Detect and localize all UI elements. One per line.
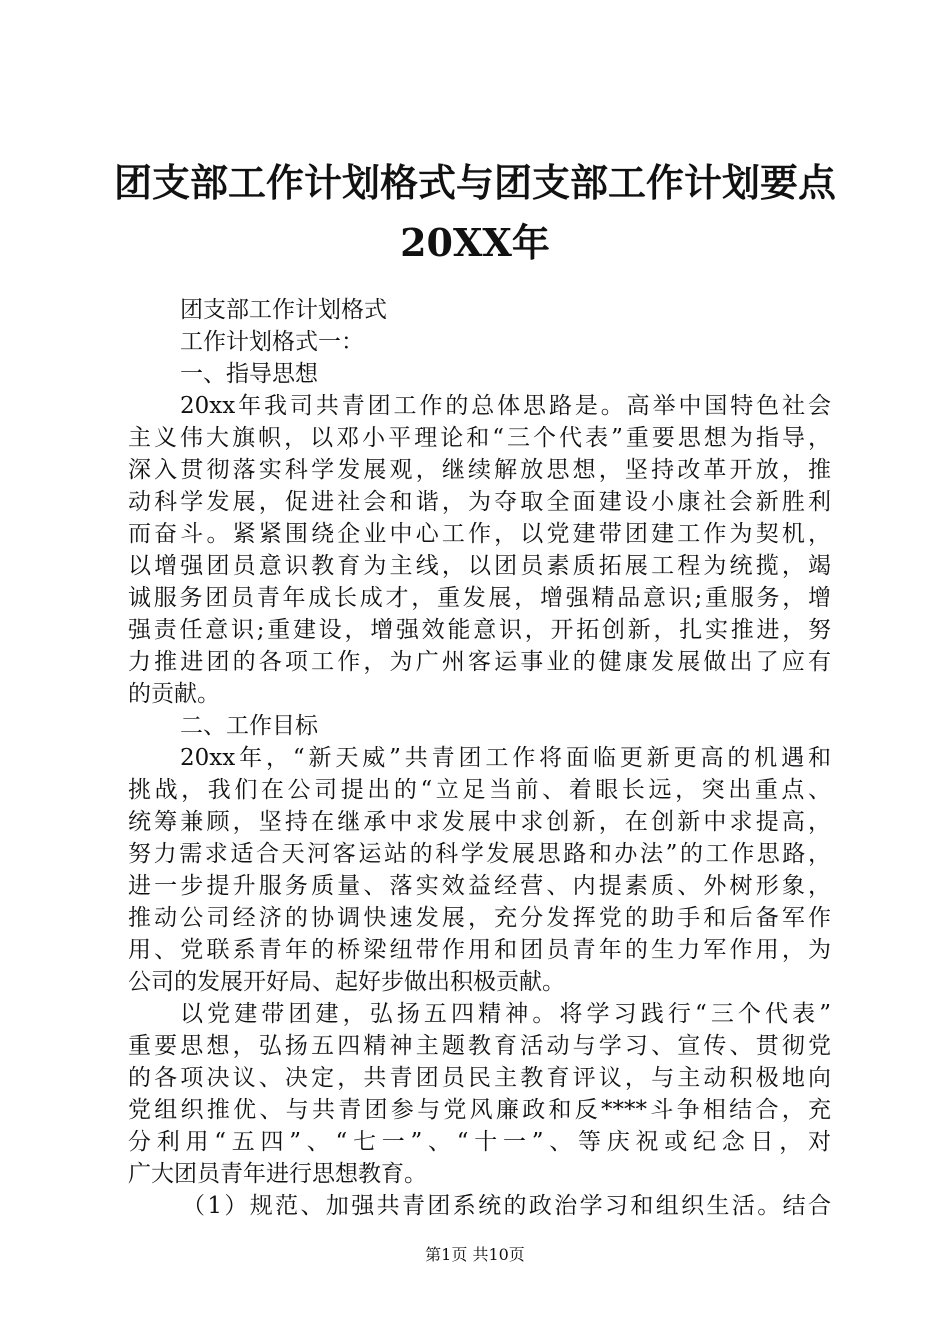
document-title: 团支部工作计划格式与团支部工作计划要点 (113, 160, 836, 205)
paragraph-line: 统筹兼顾，坚持在继承中求发展中求创新，在创新中求提高， (128, 809, 831, 835)
paragraph-line: 的各项决议、决定，共青团员民主教育评议，与主动积极地向 (128, 1065, 831, 1091)
subsection-heading: 工作计划格式一： (180, 329, 364, 355)
paragraph-line: 挑战，我们在公司提出的“立足当前、着眼长远，突出重点、 (128, 777, 831, 803)
paragraph-line: 动科学发展，促进社会和谐，为夺取全面建设小康社会新胜利 (128, 489, 831, 515)
paragraph-line: 20xx年我司共青团工作的总体思路是。高举中国特色社会 (180, 393, 831, 419)
paragraph-line: 诚服务团员青年成长成才，重发展，增强精品意识;重服务，增 (128, 585, 831, 611)
paragraph-line: 而奋斗。紧紧围绕企业中心工作，以党建带团建工作为契机， (128, 521, 831, 547)
page-number-footer: 第1页 共10页 (425, 1245, 525, 1264)
paragraph-line: 强责任意识;重建设，增强效能意识，开拓创新，扎实推进，努 (128, 617, 831, 643)
paragraph-line: 深入贯彻落实科学发展观，继续解放思想，坚持改革开放，推 (128, 457, 831, 483)
paragraph-line: 进一步提升服务质量、落实效益经营、内提素质、外树形象， (128, 873, 831, 899)
paragraph-line: 广大团员青年进行思想教育。 (128, 1161, 427, 1187)
paragraph-line: 以党建带团建，弘扬五四精神。将学习践行“三个代表” (180, 1001, 831, 1027)
paragraph-line: 重要思想，弘扬五四精神主题教育活动与学习、宣传、贯彻党 (128, 1033, 831, 1059)
paragraph-line: 的贡献。 (128, 681, 220, 707)
paragraph-line: 推动公司经济的协调快速发展，充分发挥党的助手和后备军作 (128, 905, 831, 931)
paragraph-line: 努力需求适合天河客运站的科学发展思路和办法”的工作思路， (128, 841, 831, 867)
paragraph-line: 力推进团的各项工作，为广州客运事业的健康发展做出了应有 (128, 649, 831, 675)
document-body (128, 294, 831, 1222)
paragraph-line: 20xx年，“新天威”共青团工作将面临更新更高的机遇和 (180, 745, 831, 771)
paragraph-line: 用、党联系青年的桥梁纽带作用和团员青年的生力军作用，为 (128, 937, 831, 963)
section-heading: 团支部工作计划格式 (180, 297, 387, 323)
paragraph-line: 以增强团员意识教育为主线，以团员素质拓展工程为统揽，竭 (128, 553, 831, 579)
paragraph-line: 分利用“五四”、“七一”、“十一”、等庆祝或纪念日，对 (128, 1129, 831, 1155)
section-heading-work-goals: 二、工作目标 (180, 713, 318, 739)
section-heading-guiding-ideology: 一、指导思想 (180, 361, 318, 387)
paragraph-line: （1）规范、加强共青团系统的政治学习和组织生活。结合 (182, 1193, 831, 1219)
paragraph-line: 主义伟大旗帜，以邓小平理论和“三个代表”重要思想为指导， (128, 425, 831, 451)
paragraph-line: 公司的发展开好局、起好步做出积极贡献。 (128, 969, 565, 995)
document-title-year: 20XX年 (400, 220, 550, 265)
paragraph-line: 党组织推优、与共青团参与党风廉政和反****斗争相结合，充 (128, 1097, 831, 1123)
